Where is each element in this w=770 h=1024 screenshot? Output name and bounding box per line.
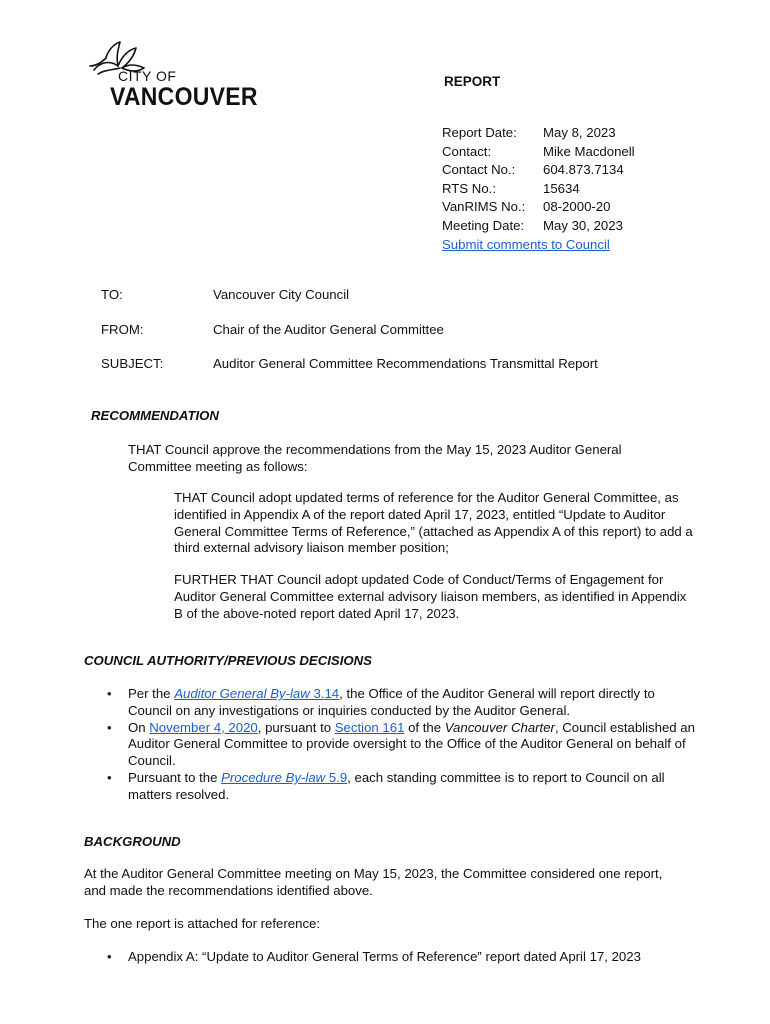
authority-heading: COUNCIL AUTHORITY/PREVIOUS DECISIONS [84, 653, 372, 668]
subject-label: SUBJECT: [101, 356, 164, 371]
report-metadata [442, 124, 635, 254]
meta-label: Report Date: [442, 125, 517, 140]
meta-value: May 8, 2023 [543, 125, 616, 140]
meta-value: Mike Macdonell [543, 143, 635, 159]
text: Per the [128, 686, 175, 701]
meta-value: 604.873.7134 [543, 162, 624, 178]
november-2020-link[interactable]: November 4, 2020 [149, 719, 258, 735]
address-from [101, 322, 444, 337]
submit-comments-link[interactable]: Submit comments to Council [442, 236, 610, 252]
auditor-general-bylaw-link[interactable] [174, 686, 339, 701]
background-attached-note: The one report is attached for reference: [84, 916, 321, 931]
background-list [105, 949, 705, 966]
recommendation-heading: RECOMMENDATION [91, 408, 219, 423]
meta-value: May 30, 2023 [543, 217, 623, 233]
meta-label: RTS No.: [442, 180, 496, 196]
section-161-link[interactable]: Section 161 [334, 719, 405, 735]
logo-city-of-text: CITY OF [118, 68, 177, 84]
text: , pursuant to [257, 719, 335, 735]
bullet-icon: • [107, 686, 112, 701]
to-label: TO: [101, 287, 123, 302]
charter-name: Vancouver Charter [444, 719, 555, 735]
logo-vancouver-text: VANCOUVER [110, 83, 258, 111]
report-title: REPORT [444, 74, 501, 89]
from-value: Chair of the Auditor General Committee [213, 322, 444, 337]
bullet-icon: • [107, 949, 112, 964]
meta-label: VanRIMS No.: [442, 199, 526, 215]
bullet-icon: • [107, 719, 112, 735]
meta-label: Contact No.: [442, 162, 516, 178]
address-to [101, 287, 349, 302]
list-item [105, 686, 695, 720]
list-item [105, 770, 695, 804]
meta-value: 15634 [543, 180, 580, 196]
recommendation-item-1: THAT Council adopt updated terms of reference for the Auditor General Committee, as identified in Appendix A of the report dated April 17, 2023, entitled “Update to Auditor General Committee Terms of Reference,” (attached as Appendix A of this report) to add a third external advisory liaison member position; [174, 490, 693, 556]
link-number: 3.14 [309, 686, 340, 701]
list-item [105, 720, 695, 770]
meta-value: 08-2000-20 [543, 199, 611, 215]
address-subject [101, 356, 598, 371]
text: of the [404, 719, 445, 735]
meta-label: Contact: [442, 143, 492, 159]
meta-row-report-date [442, 124, 635, 143]
link-text: Auditor General By-law [174, 686, 310, 701]
text: , Council established an Auditor General Committee to provide oversight to the Office of the Auditor General on behalf of Council. [128, 719, 695, 769]
text: Pursuant to the [128, 769, 222, 785]
meta-label: Meeting Date: [442, 217, 525, 233]
submit-link-row [442, 236, 635, 255]
link-text: Procedure By-law [221, 769, 326, 785]
meta-row-rts-no [442, 180, 635, 199]
meta-row-contact-no [442, 161, 635, 180]
recommendation-item-2: FURTHER THAT Council adopt updated Code of Conduct/Terms of Engagement for Auditor General Committee external advisory liaison members, as identified in Appendix B of the above-noted report dated April 17, 2023. [174, 572, 687, 621]
city-of-vancouver-logo [88, 40, 268, 112]
procedure-bylaw-link[interactable] [221, 770, 347, 785]
text: On [128, 719, 150, 735]
bullet-icon: • [107, 769, 112, 785]
text: , each standing committee is to report to Council on all matters resolved. [128, 769, 665, 802]
from-label: FROM: [101, 322, 144, 337]
meta-row-vanrims-no [442, 198, 635, 217]
subject-value: Auditor General Committee Recommendations Transmittal Report [213, 356, 598, 371]
recommendation-intro: THAT Council approve the recommendations from the May 15, 2023 Auditor General Committee meeting as follows: [128, 442, 622, 474]
meta-row-contact [442, 143, 635, 162]
text: , the Office of the Auditor General will report directly to Council on any investigations or inquiries conducted by the Auditor General. [128, 686, 655, 718]
text: Appendix A: “Update to Auditor General Terms of Reference” report dated April 17, 2023 [128, 949, 641, 964]
link-number: 5.9 [325, 769, 348, 785]
list-item [105, 949, 705, 966]
to-value: Vancouver City Council [213, 287, 350, 302]
background-heading: BACKGROUND [84, 834, 181, 849]
authority-list [105, 686, 695, 804]
meta-row-meeting-date [442, 217, 635, 236]
background-paragraph: At the Auditor General Committee meeting on May 15, 2023, the Committee considered one report, and made the recommendations identified above. [84, 866, 663, 898]
